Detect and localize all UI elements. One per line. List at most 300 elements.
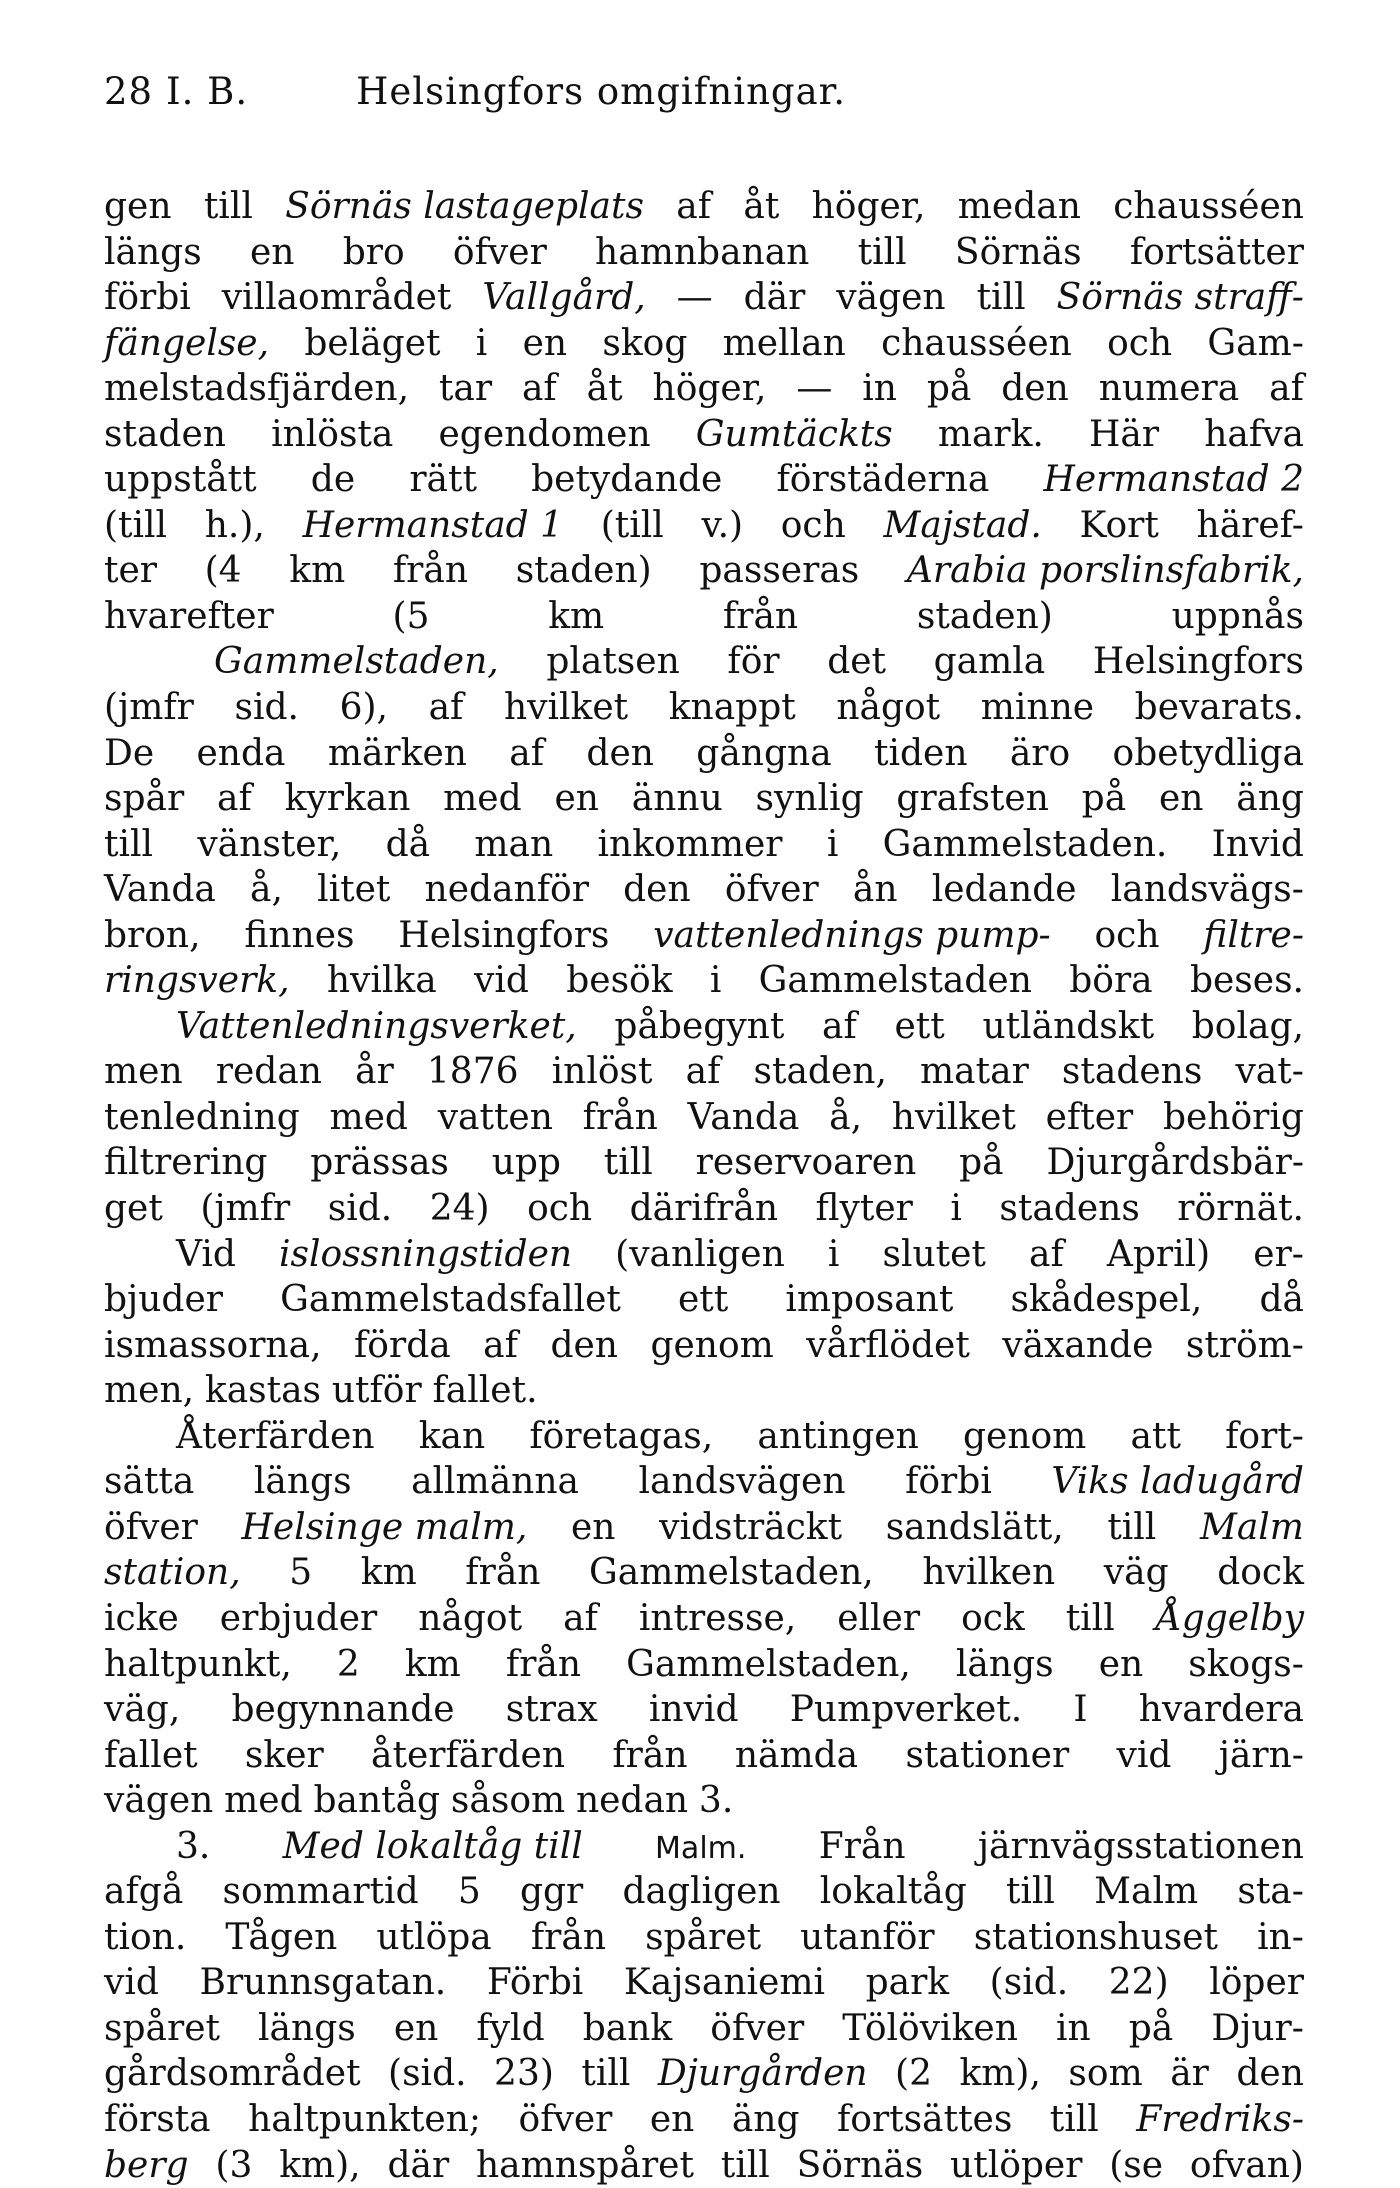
- word: hvardera: [1138, 1689, 1304, 1731]
- word: ismassorna,: [104, 1324, 322, 1366]
- word: spåret: [645, 1916, 762, 1958]
- word: erbjuder: [219, 1597, 378, 1639]
- word: öfver: [452, 231, 547, 273]
- word: kastas: [204, 1370, 322, 1412]
- word: knappt: [668, 687, 796, 729]
- word: Sörnäs: [954, 231, 1082, 273]
- word: Gammelstaden.: [882, 823, 1168, 865]
- word: vattenlednings pump-: [653, 914, 1051, 956]
- word: därifrån: [629, 1188, 779, 1230]
- word: sker: [244, 1734, 324, 1776]
- word: fortsättes: [836, 2098, 1013, 2140]
- word: 1876: [426, 1051, 519, 1093]
- word: De: [104, 732, 155, 774]
- word: landsvägen: [638, 1461, 846, 1503]
- text-line: [104, 1232, 1304, 1278]
- word: af: [509, 732, 545, 774]
- text-line: [104, 1004, 1304, 1050]
- word: staden,: [753, 1051, 887, 1093]
- word: hvarefter: [104, 595, 274, 637]
- word: bolag,: [1191, 1005, 1304, 1047]
- word: af: [521, 368, 557, 410]
- word: vid: [104, 1962, 159, 2004]
- word: tar: [438, 368, 493, 410]
- word: reservoaren: [695, 1142, 917, 1184]
- word: från: [722, 595, 799, 637]
- word: staden): [916, 595, 1053, 637]
- word: Invid: [1211, 823, 1304, 865]
- word: uppstått: [104, 459, 257, 501]
- word: in: [1055, 2007, 1091, 2049]
- word: utlöper: [950, 2144, 1083, 2186]
- text-line: [104, 412, 1304, 458]
- word: I: [1073, 1689, 1088, 1731]
- word: äro: [1009, 732, 1071, 774]
- word: böra: [1069, 960, 1153, 1002]
- word: vidsträckt: [659, 1506, 843, 1548]
- word: Gammelstaden,: [214, 641, 499, 683]
- word: längs: [955, 1643, 1054, 1685]
- word: nämda: [734, 1734, 859, 1776]
- word: in: [862, 368, 897, 410]
- text-line: [104, 1915, 1304, 1961]
- word: Kajsaniemi: [623, 1962, 825, 2004]
- word: järn-: [1218, 1734, 1304, 1776]
- text-line: [104, 1049, 1304, 1095]
- word: haltpunkt,: [104, 1643, 292, 1685]
- word: Vallgård,: [482, 277, 646, 319]
- word: som: [1068, 2053, 1143, 2095]
- word: haltpunkten;: [248, 2098, 482, 2140]
- word: sid.: [327, 1188, 393, 1230]
- word: i: [827, 1233, 840, 1275]
- word: sommartid: [222, 1871, 419, 1913]
- word: Djurgården: [657, 2053, 868, 2095]
- word: i: [950, 1188, 962, 1230]
- word: —: [796, 368, 833, 410]
- word: Förbi: [486, 1962, 584, 2004]
- word: på: [926, 368, 972, 410]
- word: upp: [491, 1142, 561, 1184]
- word: Sörnäs: [796, 2144, 924, 2186]
- word: vägen: [104, 1780, 214, 1822]
- word: Vid: [176, 1233, 236, 1275]
- word: (vanligen: [615, 1233, 785, 1275]
- word: (5: [392, 595, 430, 637]
- text-line: [104, 1186, 1304, 1232]
- word: mark.: [937, 413, 1044, 455]
- word: (till: [600, 504, 664, 546]
- word: på: [1081, 778, 1127, 820]
- word: till: [720, 2144, 770, 2186]
- word: Djurgårdsbär-: [1046, 1142, 1304, 1184]
- word: park: [865, 1962, 950, 2004]
- word: staden): [515, 550, 652, 592]
- word: (se: [1109, 2144, 1164, 2186]
- word: hamnspåret: [475, 2144, 694, 2186]
- word: äng: [731, 2098, 800, 2140]
- word: i: [475, 322, 488, 364]
- word: April): [1106, 1233, 1211, 1275]
- word: lokaltåg: [819, 1871, 967, 1913]
- word: get: [104, 1188, 163, 1230]
- word: —: [676, 277, 713, 319]
- word: höger,: [811, 186, 926, 227]
- word: Majstad.: [883, 504, 1042, 546]
- word: vid: [1116, 1734, 1172, 1776]
- word: första: [104, 2098, 211, 2140]
- word: hamnbanan: [595, 231, 810, 273]
- text-line: [104, 913, 1304, 959]
- word: inlösta: [271, 413, 394, 455]
- word: vänster,: [197, 823, 342, 865]
- word: 22): [1108, 1962, 1169, 2004]
- word: Hermanstad 1: [302, 504, 564, 546]
- text-line: [104, 1505, 1304, 1551]
- word: 23): [494, 2053, 554, 2095]
- text-line: [104, 685, 1304, 731]
- word: den: [586, 732, 654, 774]
- word: af: [216, 778, 252, 820]
- word: grafsten: [896, 778, 1049, 820]
- word: 3.: [176, 1825, 211, 1867]
- text-line: [104, 366, 1304, 412]
- word: längs: [258, 2007, 356, 2049]
- word: löper: [1209, 1962, 1304, 2004]
- word: melstadsfjärden,: [104, 368, 410, 410]
- word: betydande: [531, 459, 723, 501]
- word: af: [483, 1324, 518, 1366]
- word: af: [428, 687, 464, 729]
- word: år: [355, 1051, 394, 1093]
- word: 3.: [698, 1780, 734, 1822]
- text-line: [104, 503, 1304, 549]
- word: förstäderna: [776, 459, 990, 501]
- word: km),: [279, 2144, 361, 2186]
- text-line: [104, 230, 1304, 276]
- word: ett: [894, 1005, 945, 1047]
- word: ringsverk,: [104, 960, 290, 1002]
- word: chausséen: [1113, 186, 1304, 227]
- word: (till: [104, 504, 168, 546]
- word: med: [224, 1780, 303, 1822]
- word: de: [310, 459, 356, 501]
- word: rätt: [409, 459, 477, 501]
- word: till: [1107, 1506, 1157, 1548]
- word: beses.: [1189, 960, 1304, 1002]
- word: då: [385, 823, 431, 865]
- word: utländskt: [982, 1005, 1155, 1047]
- text-line: [104, 776, 1304, 822]
- word: mellan: [722, 322, 846, 364]
- word: det: [827, 641, 887, 683]
- word: intresse,: [638, 1597, 797, 1639]
- word: in-: [1257, 1916, 1304, 1958]
- text-line: [104, 1095, 1304, 1141]
- word: villaområdet: [221, 277, 452, 319]
- book-page: [104, 70, 1304, 2188]
- word: väg: [1103, 1552, 1169, 1594]
- word: Malm: [1199, 1506, 1304, 1548]
- word: och: [1107, 322, 1173, 364]
- word: ock: [961, 1597, 1025, 1639]
- page-number: 28: [104, 70, 154, 113]
- word: Sörnäs lastageplats: [285, 186, 644, 227]
- word: vid: [474, 960, 529, 1002]
- word: sta-: [1237, 1871, 1304, 1913]
- word: hafva: [1204, 413, 1304, 455]
- word: och: [527, 1188, 593, 1230]
- word: öfver: [724, 869, 819, 911]
- word: Vanda: [687, 1096, 800, 1138]
- word: sätta: [104, 1461, 195, 1503]
- word: till: [976, 277, 1026, 319]
- word: inkommer: [597, 823, 783, 865]
- text-line: [104, 1778, 1304, 1824]
- word: stadens: [1061, 1051, 1203, 1093]
- word: Gammelstadsfallet: [280, 1279, 621, 1321]
- word: den: [623, 869, 691, 911]
- text-line: [104, 2097, 1304, 2143]
- word: invid: [648, 1689, 739, 1731]
- word: Helsinge malm,: [241, 1506, 528, 1548]
- word: enda: [196, 732, 286, 774]
- word: (3: [215, 2144, 253, 2186]
- text-line: [104, 958, 1304, 1004]
- word: Helsingfors: [398, 914, 610, 956]
- word: till: [1005, 1871, 1055, 1913]
- word: Vanda: [104, 869, 216, 911]
- word: utlöpa: [376, 1916, 492, 1958]
- word: å,: [250, 869, 283, 911]
- word: stationshuset: [973, 1916, 1219, 1958]
- word: utanför: [800, 1916, 935, 1958]
- word: inlöst: [551, 1051, 653, 1093]
- text-line: [104, 1277, 1304, 1323]
- word: Gammelstaden: [758, 960, 1032, 1002]
- text-line: [104, 275, 1304, 321]
- word: till: [857, 231, 907, 273]
- word: af: [685, 1051, 721, 1093]
- word: en: [1158, 778, 1204, 820]
- word: från: [392, 550, 469, 592]
- text-line: [104, 1687, 1304, 1733]
- word: slutet: [882, 1233, 986, 1275]
- word: växande: [1002, 1324, 1154, 1366]
- word: antingen: [757, 1415, 919, 1457]
- text-line: [104, 2051, 1304, 2097]
- word: Viks ladugård: [1051, 1461, 1304, 1503]
- text-line: [104, 1323, 1304, 1369]
- word: till: [581, 2053, 631, 2095]
- word: med: [329, 1096, 408, 1138]
- text-line: [104, 639, 1304, 685]
- running-head: [104, 70, 1304, 136]
- text-line: [104, 594, 1304, 640]
- text-line: [104, 1960, 1304, 2006]
- word: hvilket: [503, 687, 629, 729]
- text-line: [104, 1414, 1304, 1460]
- word: km: [360, 1552, 417, 1594]
- word: öfver: [710, 2007, 805, 2049]
- word: fortsätter: [1129, 231, 1304, 273]
- word: strax: [505, 1689, 598, 1731]
- word: i: [709, 960, 722, 1002]
- word: från: [465, 1552, 541, 1594]
- word: till: [603, 1142, 653, 1184]
- word: vårflödet: [806, 1324, 970, 1366]
- word: och: [780, 504, 846, 546]
- word: Sörnäs straff-: [1056, 277, 1304, 319]
- word: gen: [104, 186, 172, 227]
- word: fort-: [1225, 1415, 1304, 1457]
- word: Djur-: [1211, 2007, 1304, 2049]
- word: till: [104, 823, 154, 865]
- word: af: [822, 1005, 857, 1047]
- word: litet: [317, 869, 391, 911]
- word: (jmfr: [104, 687, 194, 729]
- word: att: [1130, 1415, 1181, 1457]
- word: ofvan): [1189, 2144, 1304, 2186]
- word: 5: [289, 1552, 313, 1594]
- word: hvilken: [922, 1552, 1056, 1594]
- word: ledande: [931, 869, 1077, 911]
- word: kan: [418, 1415, 486, 1457]
- word: er-: [1253, 1233, 1304, 1275]
- word: å,: [829, 1096, 863, 1138]
- word: passeras: [699, 550, 860, 592]
- word: stationer: [905, 1734, 1070, 1776]
- word: där: [387, 2144, 450, 2186]
- text-line: [104, 457, 1304, 503]
- word: (sid.: [989, 1962, 1069, 2004]
- word: Gam-: [1207, 322, 1304, 364]
- word: Gammelstaden,: [626, 1643, 911, 1685]
- word: något: [418, 1597, 523, 1639]
- word: bjuder: [104, 1279, 223, 1321]
- text-line: [104, 1140, 1304, 1186]
- word: chausséen: [881, 322, 1072, 364]
- word: åt: [743, 186, 780, 227]
- word: fyld: [476, 2007, 545, 2049]
- word: öfver: [104, 1506, 198, 1548]
- word: synlig: [755, 778, 864, 820]
- word: något: [836, 687, 941, 729]
- word: Malm.: [655, 1830, 747, 1866]
- word: tenledning: [104, 1096, 300, 1138]
- word: km: [289, 550, 346, 592]
- word: då: [1259, 1279, 1304, 1321]
- word: gårdsområdet: [104, 2053, 361, 2095]
- word: gamla: [933, 641, 1046, 683]
- word: spåret: [104, 2007, 220, 2049]
- word: för: [727, 641, 780, 683]
- word: där: [743, 277, 806, 319]
- word: fängelse,: [104, 322, 270, 364]
- word: fallet: [104, 1734, 198, 1776]
- word: Från: [818, 1825, 906, 1867]
- word: från: [530, 1916, 607, 1958]
- word: men,: [104, 1370, 195, 1412]
- word: 6),: [339, 687, 388, 729]
- word: 5: [457, 1871, 481, 1913]
- word: Gammelstaden,: [589, 1552, 874, 1594]
- word: från: [612, 1734, 688, 1776]
- word: imposant: [785, 1279, 954, 1321]
- word: minne: [980, 687, 1095, 729]
- word: skådespel,: [1010, 1279, 1203, 1321]
- word: Pumpverket.: [789, 1689, 1023, 1731]
- word: eller: [837, 1597, 921, 1639]
- word: Malm: [1094, 1871, 1199, 1913]
- word: utför: [331, 1370, 422, 1412]
- word: är: [1170, 2053, 1209, 2095]
- running-title: Helsingfors omgifningar.: [356, 70, 847, 113]
- word: landsvägs-: [1110, 869, 1304, 911]
- word: v.): [701, 504, 744, 546]
- word: genom: [962, 1415, 1087, 1457]
- word: prässas: [310, 1142, 449, 1184]
- word: hvilka: [326, 960, 437, 1002]
- word: Kort: [1079, 504, 1159, 546]
- word: Här: [1089, 413, 1160, 455]
- word: Helsingfors: [1092, 641, 1304, 683]
- word: vat-: [1235, 1051, 1304, 1093]
- word: en: [393, 2007, 439, 2049]
- word: vägen: [836, 277, 946, 319]
- word: medan: [957, 186, 1081, 227]
- word: till: [1065, 1597, 1115, 1639]
- word: skog: [602, 322, 688, 364]
- word: ter: [104, 550, 157, 592]
- word: bevarats.: [1134, 687, 1304, 729]
- word: ggr: [519, 1871, 584, 1913]
- word: häref-: [1196, 504, 1304, 546]
- word: icke: [104, 1597, 179, 1639]
- word: till: [203, 186, 253, 227]
- text-line: [104, 1642, 1304, 1688]
- word: på: [959, 1142, 1004, 1184]
- word: stadens: [999, 1188, 1140, 1230]
- word: h.),: [204, 504, 265, 546]
- word: Brunnsgatan.: [199, 1962, 447, 2004]
- word: bank: [582, 2007, 673, 2049]
- word: (2: [895, 2053, 932, 2095]
- text-line: [104, 731, 1304, 777]
- text-line: [104, 1550, 1304, 1596]
- word: en: [570, 1506, 616, 1548]
- word: äng: [1236, 778, 1304, 820]
- word: såsom: [450, 1780, 566, 1822]
- word: begynnande: [231, 1689, 455, 1731]
- word: en: [554, 778, 599, 820]
- word: och: [1094, 914, 1160, 956]
- word: den: [550, 1324, 618, 1366]
- word: väg,: [104, 1689, 181, 1731]
- word: redan: [215, 1051, 322, 1093]
- word: af: [676, 186, 712, 227]
- word: af: [563, 1597, 598, 1639]
- word: kyrkan: [284, 778, 411, 820]
- word: men: [104, 1051, 183, 1093]
- word: sid.: [234, 687, 299, 729]
- word: uppnås: [1171, 595, 1304, 637]
- word: (4: [204, 550, 242, 592]
- word: dagligen: [622, 1871, 781, 1913]
- text-line: [104, 2143, 1304, 2188]
- word: 2: [336, 1643, 360, 1685]
- word: flyter: [815, 1188, 913, 1230]
